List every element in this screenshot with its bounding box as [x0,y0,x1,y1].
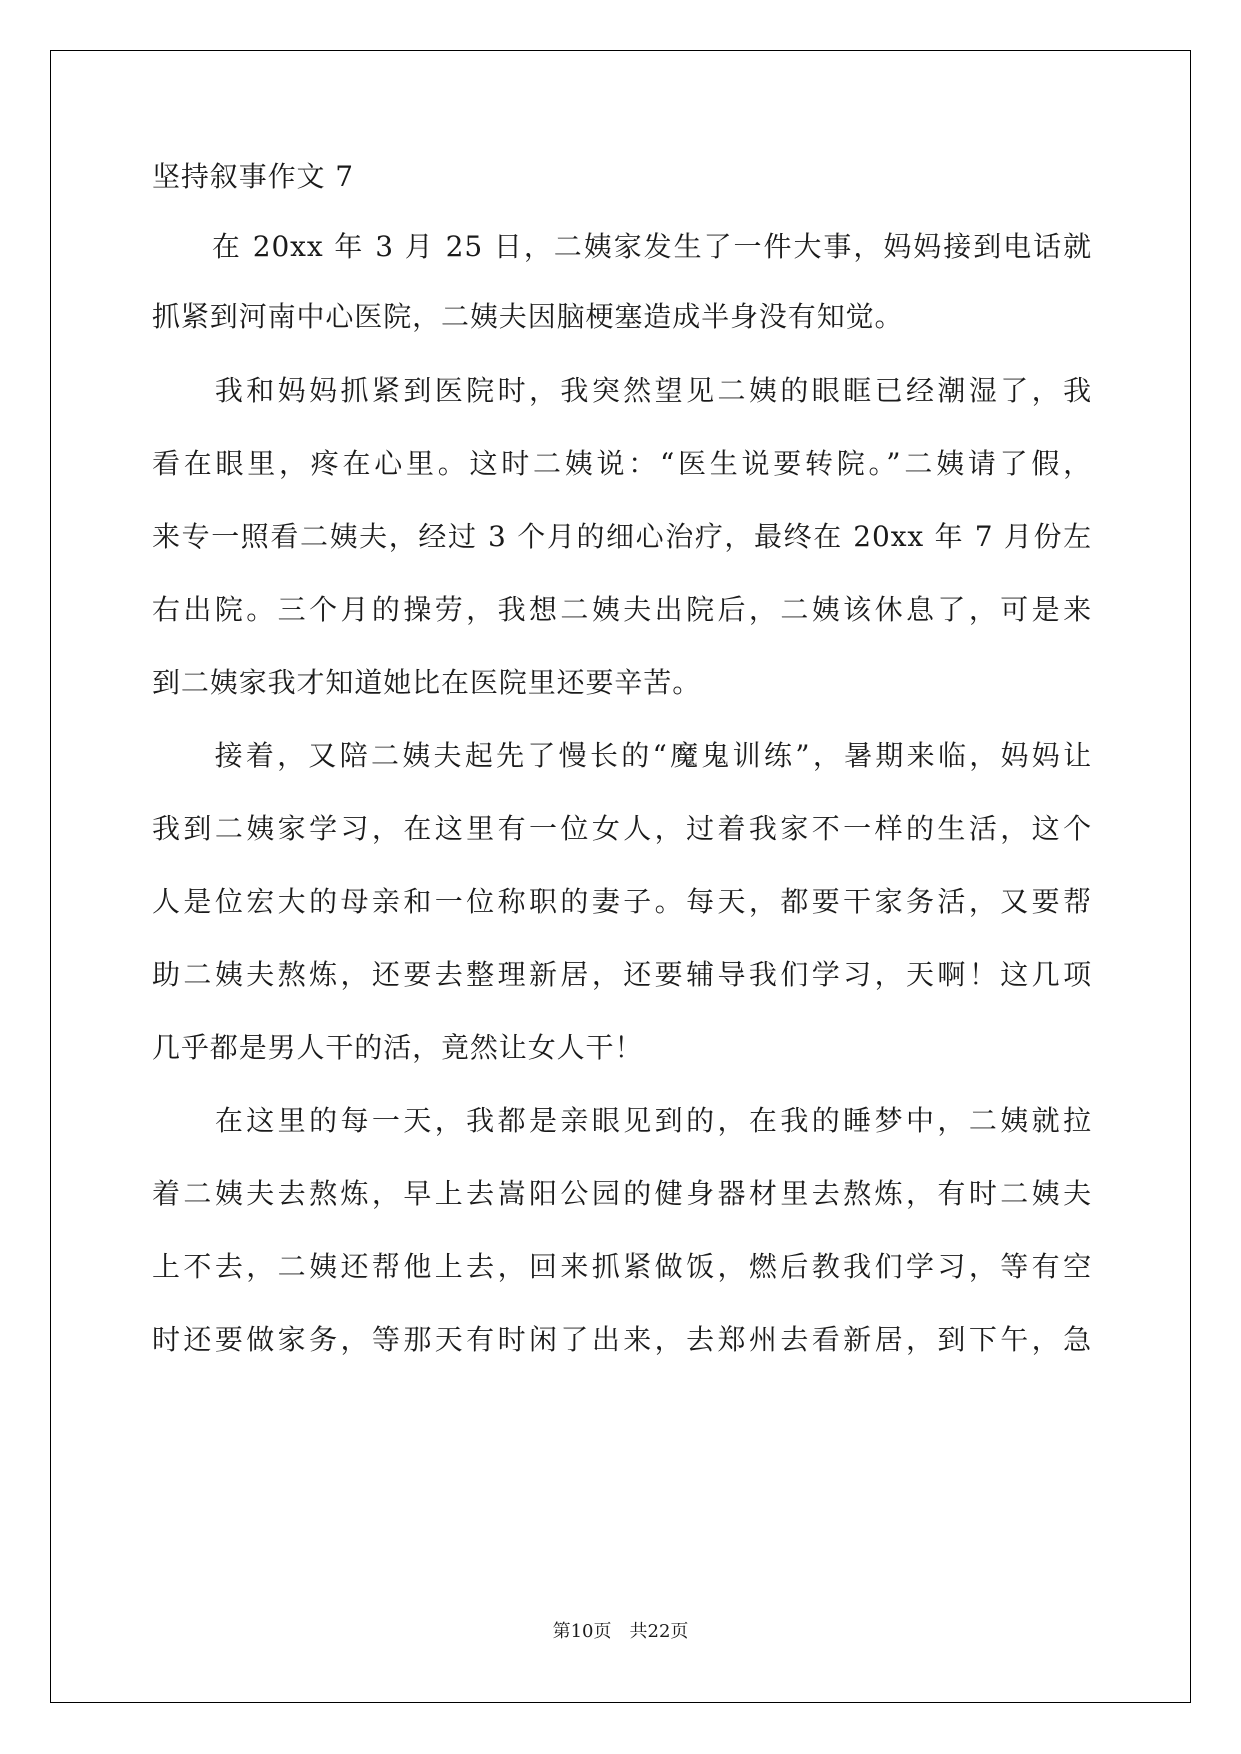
essay-title: 坚持叙事作文 7 [152,160,354,193]
text-line: 在 20xx 年 3 月 25 日，二姨家发生了一件大事，妈妈接到电话就 [152,230,1092,263]
text-line: 时还要做家务，等那天有时闲了出来，去郑州去看新居，到下午，急 [152,1323,1092,1356]
text-line: 着二姨夫去熬炼，早上去嵩阳公园的健身器材里去熬炼，有时二姨夫 [152,1177,1092,1210]
text-line: 到二姨家我才知道她比在医院里还要辛苦。 [152,666,702,699]
text-line: 我到二姨家学习，在这里有一位女人，过着我家不一样的生活，这个 [152,812,1092,845]
text-line: 我和妈妈抓紧到医院时，我突然望见二姨的眼眶已经潮湿了，我 [152,374,1092,407]
text-line: 接着，又陪二姨夫起先了慢长的“魔鬼训练”，暑期来临，妈妈让 [152,739,1092,772]
text-line: 几乎都是男人干的活，竟然让女人干！ [152,1031,644,1064]
text-line: 来专一照看二姨夫，经过 3 个月的细心治疗，最终在 20xx 年 7 月份左 [152,520,1092,553]
text-line: 抓紧到河南中心医院，二姨夫因脑梗塞造成半身没有知觉。 [152,300,904,333]
text-line: 人是位宏大的母亲和一位称职的妻子。每天，都要干家务活，又要帮 [152,885,1092,918]
text-line: 看在眼里，疼在心里。这时二姨说：“医生说要转院。”二姨请了假， [152,447,1092,480]
text-line: 上不去，二姨还帮他上去，回来抓紧做饭，燃后教我们学习，等有空 [152,1250,1092,1283]
text-line: 助二姨夫熬炼，还要去整理新居，还要辅导我们学习，天啊！这几项 [152,958,1092,991]
text-line: 在这里的每一天，我都是亲眼见到的，在我的睡梦中，二姨就拉 [152,1104,1092,1137]
page-number-footer: 第10页 共22页 [552,1621,689,1642]
text-line: 右出院。三个月的操劳，我想二姨夫出院后，二姨该休息了，可是来 [152,593,1092,626]
